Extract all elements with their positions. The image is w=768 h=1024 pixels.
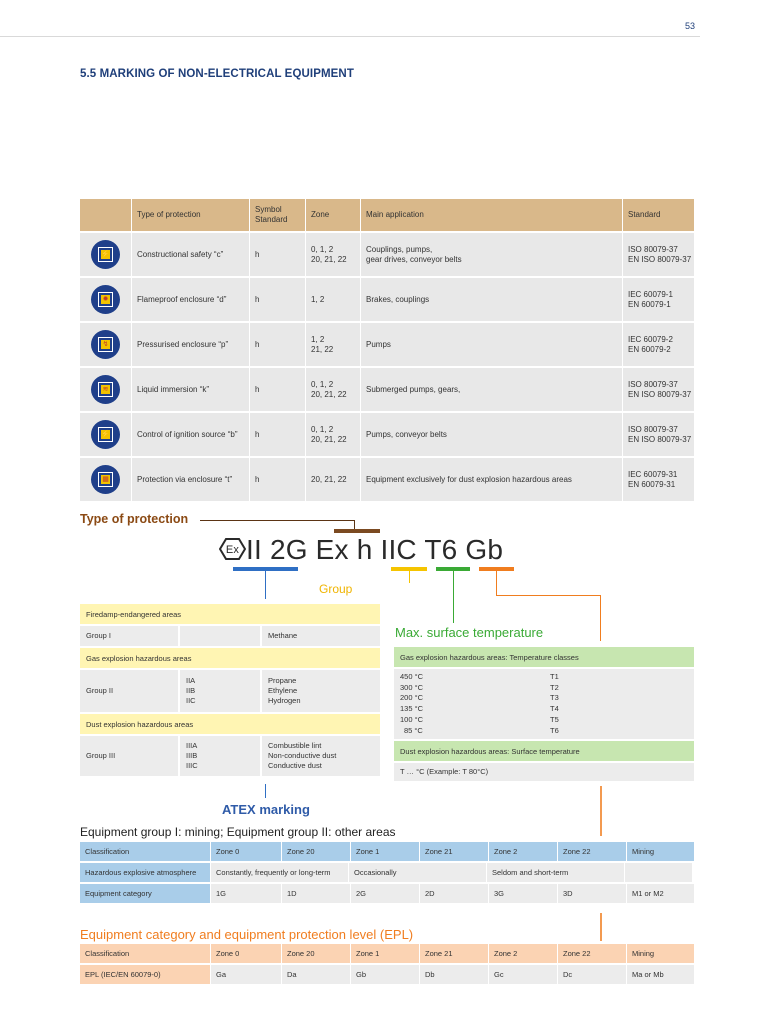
classification-table — [80, 842, 694, 903]
classification-header-row: Classification Zone 0 Zone 20 Zone 1 Zone 21 Zone 2 Zone 22 Mining — [80, 842, 694, 861]
page-number: 53 — [684, 21, 695, 31]
application: Submerged pumps, gears, — [361, 368, 623, 411]
temperature-value: 450 °C — [400, 672, 424, 681]
application: Brakes, couplings — [361, 278, 623, 321]
standard: IEC 60079-1 EN 60079-1 — [628, 289, 673, 309]
symbol: h — [250, 323, 306, 366]
application: Pumps — [361, 323, 623, 366]
group-2-row: Group II IIA IIB IIC Propane Ethylene Hydrogen — [80, 670, 380, 712]
atex-connector — [265, 571, 266, 599]
group-3-row: Group III IIIA IIIB IIIC Combustible lint Non-conductive dust Conductive dust — [80, 736, 380, 776]
epl-connector-3 — [600, 595, 601, 641]
temperature-value: 300 °C — [400, 682, 424, 692]
standard: IEC 60079-31 EN 60079-31 — [628, 469, 678, 489]
col-standard: Standard — [628, 210, 661, 219]
protection-type: Constructional safety “c” — [132, 233, 250, 276]
standard: ISO 80079-37 EN ISO 80079-37 — [628, 244, 692, 264]
col-type: Type of protection — [132, 199, 250, 231]
dust-header: Dust explosion hazardous areas — [80, 714, 380, 734]
zone: 20, 21, 22 — [306, 458, 361, 501]
temperature-classes-row — [394, 669, 694, 739]
table-row — [80, 413, 694, 456]
atmosphere-row: Hazardous explosive atmosphere Constantly, frequently or long-term Occasionally Seldom and short-term — [80, 863, 694, 882]
temperature-class: T2 — [550, 682, 559, 692]
protection-type: Flameproof enclosure “d” — [132, 278, 250, 321]
temperature-value: 200 °C — [400, 693, 424, 703]
pressurised-enclosure-icon: ↯ — [91, 330, 120, 359]
constructional-safety-icon: ⚡ — [91, 240, 120, 269]
temperature-table — [394, 647, 694, 781]
atex-marking-label: ATEX marking — [222, 802, 310, 817]
zone: 1, 2 — [306, 278, 361, 321]
standard: IEC 60079-2 EN 60079-2 — [628, 334, 673, 354]
zone: 0, 1, 2 20, 21, 22 — [306, 413, 361, 456]
temperature-class: T5 — [550, 714, 559, 724]
application: Pumps, conveyor belts — [361, 413, 623, 456]
application: Couplings, pumps, gear drives, conveyor belts — [361, 233, 623, 276]
header-rule — [0, 36, 700, 37]
liquid-immersion-icon: ≋ — [91, 375, 120, 404]
standard: ISO 80079-37 EN ISO 80079-37 — [628, 379, 692, 399]
protection-type: Pressurised enclosure “p” — [132, 323, 250, 366]
type-of-protection-label: Type of protection — [80, 512, 189, 526]
gas-groups-table — [80, 604, 380, 776]
symbol: h — [250, 368, 306, 411]
temperature-value: 100 °C — [400, 714, 424, 724]
symbol: h — [250, 278, 306, 321]
protection-type: Liquid immersion “k” — [132, 368, 250, 411]
firedamp-header: Firedamp-endangered areas — [80, 604, 380, 624]
temperature-value: 135 °C — [400, 704, 424, 714]
control-ignition-source-icon: ⚡ — [91, 420, 120, 449]
temperature-value: 85 °C — [404, 725, 423, 735]
table-row — [80, 323, 694, 366]
temperature-values — [394, 669, 544, 739]
temperature-class: T6 — [550, 725, 559, 735]
gas-header: Gas explosion hazardous areas — [80, 648, 380, 668]
table-row — [80, 278, 694, 321]
epl-connector-2 — [496, 595, 601, 596]
epl-table — [80, 944, 694, 984]
zone: 1, 2 21, 22 — [306, 323, 361, 366]
symbol: h — [250, 233, 306, 276]
atex-marking-string — [219, 534, 503, 566]
col-application: Main application — [361, 199, 623, 231]
marking-text: II 2G Ex h IIC T6 Gb — [246, 534, 504, 565]
surface-temperature-header: Dust explosion hazardous areas: Surface temperature — [394, 741, 694, 761]
epl-header-row: Classification Zone 0 Zone 20 Zone 1 Zone 21 Zone 2 Zone 22 Mining — [80, 944, 694, 963]
epl-values-row: EPL (IEC/EN 60079-0) Ga Da Gb Db Gc Dc Ma or Mb — [80, 965, 694, 984]
protection-table — [80, 199, 694, 501]
group-1-row: Group I Methane — [80, 626, 380, 646]
symbol: h — [250, 413, 306, 456]
symbol: h — [250, 458, 306, 501]
temperature-class: T3 — [550, 693, 559, 703]
equipment-groups-text: Equipment group I: mining; Equipment group II: other areas — [80, 825, 396, 839]
temperature-connector — [453, 571, 454, 623]
protection-via-enclosure-icon: ▦ — [91, 465, 120, 494]
temperature-class: T4 — [550, 704, 559, 714]
type-underline — [334, 529, 380, 533]
temperature-classes-header: Gas explosion hazardous areas: Temperature classes — [394, 647, 694, 667]
table-row — [80, 233, 694, 276]
surface-temperature-row: T … °C (Example: T 80°C) — [394, 763, 694, 781]
svg-text:Ex: Ex — [225, 544, 240, 556]
atex-connector-lower — [265, 784, 266, 798]
group-connector — [409, 571, 410, 583]
table-row — [80, 368, 694, 411]
temperature-class: T1 — [550, 672, 559, 681]
category-row: Equipment category 1G 1D 2G 2D 3G 3D M1 or M2 — [80, 884, 694, 903]
ex-hexagon-icon — [219, 537, 246, 561]
table-row — [80, 458, 694, 501]
col-zone: Zone — [306, 199, 361, 231]
zone: 0, 1, 2 20, 21, 22 — [306, 233, 361, 276]
epl-connector-4 — [600, 786, 602, 836]
zone: 0, 1, 2 20, 21, 22 — [306, 368, 361, 411]
protection-type: Protection via enclosure “t” — [132, 458, 250, 501]
flameproof-enclosure-icon: ✹ — [91, 285, 120, 314]
application: Equipment exclusively for dust explosion hazardous areas — [361, 458, 623, 501]
col-symbol: Symbol Standard — [250, 199, 306, 231]
protection-type: Control of ignition source “b” — [132, 413, 250, 456]
temperature-classes — [544, 669, 694, 739]
page-title: 5.5 MARKING OF NON-ELECTRICAL EQUIPMENT — [80, 68, 354, 80]
standard: ISO 80079-37 EN ISO 80079-37 — [628, 424, 692, 444]
epl-title: Equipment category and equipment protection level (EPL) — [80, 927, 414, 942]
epl-connector-1 — [496, 571, 497, 595]
protection-table-header — [80, 199, 694, 231]
group-label: Group — [319, 582, 353, 596]
type-connector-line — [200, 520, 354, 521]
max-surface-temperature-label: Max. surface temperature — [395, 625, 544, 640]
epl-connector-5 — [600, 913, 602, 941]
